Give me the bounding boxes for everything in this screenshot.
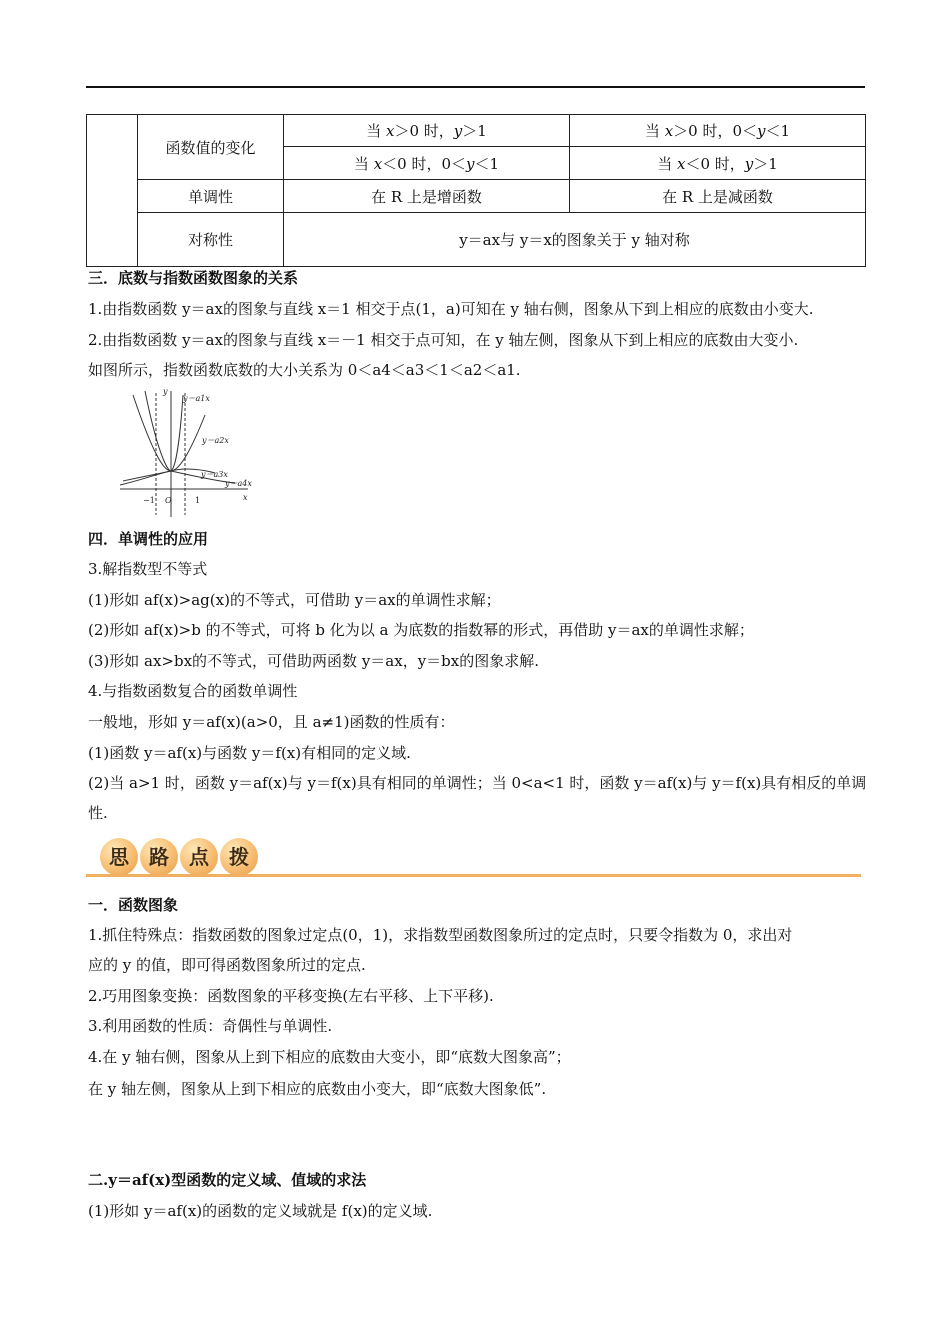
section-heading: 一．函数图象 bbox=[88, 896, 179, 914]
curve-a2 bbox=[133, 395, 205, 471]
banner-underline bbox=[86, 874, 861, 877]
paragraph: 4.在 y 轴右侧，图象从上到下相应的底数由大变小，即“底数大图象高”； bbox=[88, 1048, 571, 1066]
banner-char: 思 bbox=[100, 838, 138, 876]
table-row-label: 函数值的变化 bbox=[138, 115, 284, 180]
banner-char: 路 bbox=[140, 838, 178, 876]
table-cell: 当 x＜0 时，0＜y＜1 bbox=[284, 147, 570, 180]
table-blank-cell bbox=[87, 115, 138, 267]
table-row-label: 对称性 bbox=[138, 213, 284, 267]
paragraph: 4.与指数函数复合的函数单调性 bbox=[88, 682, 298, 700]
paragraph: 2.巧用图象变换：函数图象的平移变换(左右平移、上下平移). bbox=[88, 987, 494, 1005]
paragraph: 1.抓住特殊点：指数函数的图象过定点(0，1)，求指数型函数图象所过的定点时，只要令指数为 0，求出对 bbox=[88, 926, 793, 944]
axis-label-x: x bbox=[243, 493, 248, 502]
paragraph: 2.由指数函数 y＝ax的图象与直线 x＝－1 相交于点可知，在 y 轴左侧，图象从下到上相应的底数由大变小. bbox=[88, 331, 799, 349]
paragraph: (1)函数 y＝af(x)与函数 y＝f(x)有相同的定义域. bbox=[88, 744, 411, 762]
tick-label: −1 bbox=[143, 496, 155, 505]
paragraph: 性. bbox=[88, 804, 108, 822]
paragraph: 在 y 轴左侧，图象从上到下相应的底数由小变大，即“底数大图象低”. bbox=[88, 1080, 547, 1098]
curve-label: y＝a1x bbox=[183, 394, 210, 403]
curve-label: y＝a2x bbox=[202, 436, 229, 445]
paragraph: (2)当 a>1 时，函数 y＝af(x)与 y＝f(x)具有相同的单调性；当 0<a<1 时，函数 y＝af(x)与 y＝f(x)具有相反的单调 bbox=[88, 774, 867, 792]
paragraph: 应的 y 的值，即可得函数图象所过的定点. bbox=[88, 956, 366, 974]
curve-label: y＝a3x bbox=[201, 470, 228, 479]
paragraph: (1)形如 y＝af(x)的函数的定义域就是 f(x)的定义域. bbox=[88, 1202, 433, 1220]
paragraph: 1.由指数函数 y＝ax的图象与直线 x＝1 相交于点(1，a)可知在 y 轴右侧，图象从下到上相应的底数由小变大. bbox=[88, 300, 814, 318]
properties-table bbox=[86, 114, 866, 267]
table-cell: 在 R 上是增函数 bbox=[284, 180, 570, 213]
table-cell: y＝ax与 y＝x的图象关于 y 轴对称 bbox=[284, 213, 866, 267]
paragraph: 一般地，形如 y＝af(x)(a>0，且 a≠1)函数的性质有： bbox=[88, 713, 455, 731]
paragraph: (3)形如 ax>bx的不等式，可借助两函数 y＝ax，y＝bx的图象求解. bbox=[88, 652, 539, 670]
curve-label: y＝a4x bbox=[225, 479, 252, 488]
curve-a1 bbox=[145, 391, 183, 471]
paragraph: (1)形如 af(x)>ag(x)的不等式，可借助 y＝ax的单调性求解； bbox=[88, 591, 501, 609]
paragraph: 3.利用函数的性质：奇偶性与单调性. bbox=[88, 1017, 333, 1035]
table-cell: 当 x＜0 时，y＞1 bbox=[570, 147, 866, 180]
section-heading: 三．底数与指数函数图象的关系 bbox=[88, 269, 299, 287]
table-cell: 在 R 上是减函数 bbox=[570, 180, 866, 213]
header-rule bbox=[86, 86, 865, 88]
section-heading: 四．单调性的应用 bbox=[88, 530, 209, 548]
banner-char: 点 bbox=[180, 838, 218, 876]
origin-label: O bbox=[165, 496, 172, 505]
tick-label: 1 bbox=[195, 496, 201, 505]
section-heading: 二.y＝af(x)型函数的定义域、值域的求法 bbox=[88, 1171, 367, 1189]
banner-char: 拨 bbox=[220, 838, 258, 876]
paragraph: 3.解指数型不等式 bbox=[88, 560, 208, 578]
table-cell: 当 x＞0 时，0＜y＜1 bbox=[570, 115, 866, 147]
exponential-graph-figure bbox=[115, 385, 255, 520]
axis-label-y: y bbox=[163, 387, 168, 396]
table-cell: 当 x＞0 时，y＞1 bbox=[284, 115, 570, 147]
paragraph: (2)形如 af(x)>b 的不等式，可将 b 化为以 a 为底数的指数幂的形式，再借助 y＝ax的单调性求解； bbox=[88, 621, 754, 639]
paragraph: 如图所示，指数函数底数的大小关系为 0＜a4＜a3＜1＜a2＜a1. bbox=[88, 361, 521, 379]
table-row-label: 单调性 bbox=[138, 180, 284, 213]
